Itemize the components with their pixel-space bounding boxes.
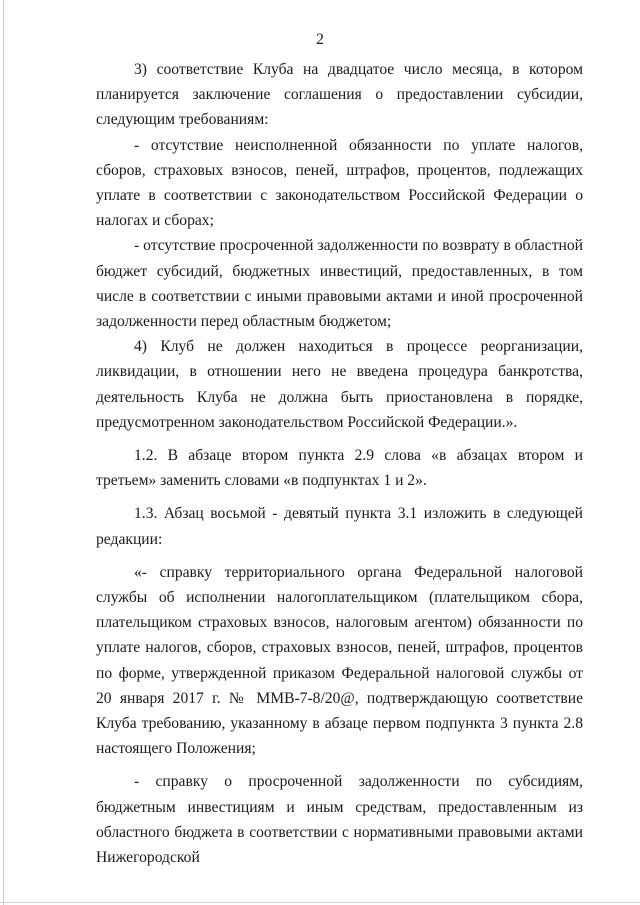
paragraph-4-reorganization: 4) Клуб не должен находиться в процессе реорганизации, ликвидации, в отношении него не введена процедура банкротства, деятельность Клуба не должна быть приостановлена в порядке, предусмотренном законодательством Российской Федерации.». [96,338,583,431]
paragraph-overdue-certificate: - справку о просроченной задолженности по субсидиям, бюджетным инвестициям и иным средствам, предоставленным из областного бюджета в соответствии с нормативными правовыми актами Нижегородской [96,773,583,867]
document-body [96,57,583,870]
paragraph-no-tax-debt: - отсутствие неисполненной обязанности по уплате налогов, сборов, страховых взносов, пеней, штрафов, процентов, подлежащих уплате в соответствии с законодательством Российской Федерации о налогах и сборах; [96,136,583,230]
page-edge-left [3,0,4,905]
paragraph-3-requirements: 3) соответствие Клуба на двадцатое число месяца, в котором планируется заключение соглашения о предоставлении субсидии, следующим требованиям: [96,61,583,129]
paragraph-1-2: 1.2. В абзаце втором пункта 2.9 слова «в абзацах втором и третьем» заменить словами «в подпунктах 1 и 2». [96,447,583,490]
paragraph-no-overdue-debt: - отсутствие просроченной задолженности по возврату в областной бюджет субсидий, бюджетных инвестиций, предоставленных, в том числе в соответствии с иными правовыми актами и иной просроченной задолженности перед областным бюджетом; [96,237,583,331]
page-number: 2 [316,31,324,48]
paragraph-1-3: 1.3. Абзац восьмой - девятый пункта 3.1 изложить в следующей редакции: [96,505,583,548]
page-edge-bottom [0,902,640,903]
paragraph-tax-certificate: «- справку территориального органа Федеральной налоговой службы об исполнении налогоплательщиком (плательщиком сбора, плательщиком страховых взносов, налоговым агентом) обязанности по уплате налогов, сборов, страховых взносов, пеней, штрафов, процентов по форме, утвержденной приказом Федеральной налоговой службы от 20 января 2017 г. № ММВ-7-8/20@, подтверждающую соответствие Клуба требованию, указанному в абзаце первом подпункта 3 пункта 2.8 настоящего Положения; [96,563,583,758]
